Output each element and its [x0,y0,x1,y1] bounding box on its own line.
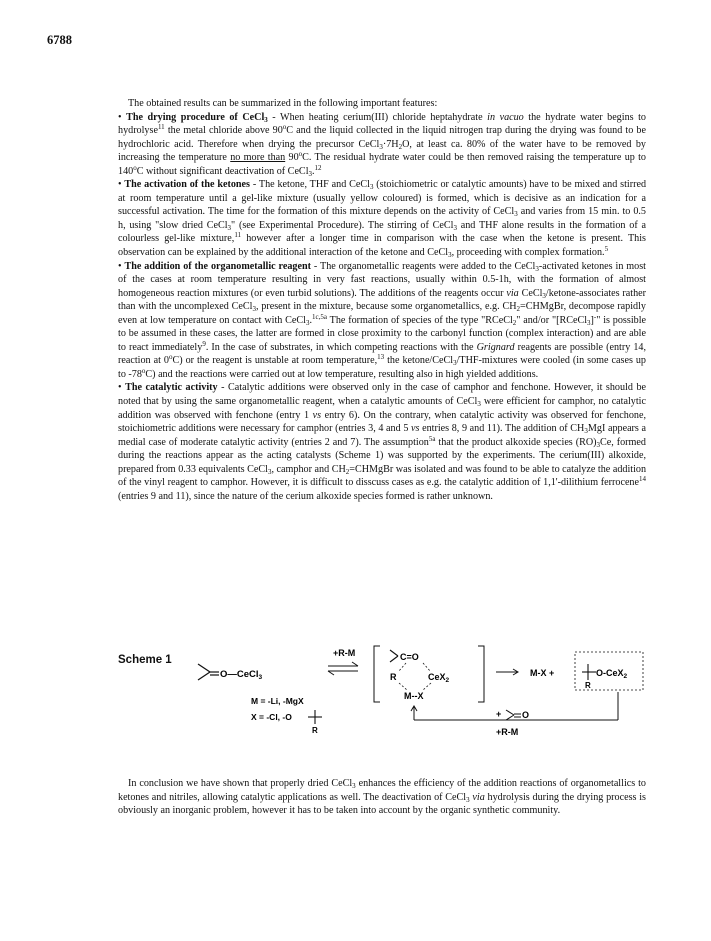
page-number: 6788 [47,33,72,47]
conclusion-paragraph: In conclusion we have shown that properly dried CeCl$_3$ enhances the efficiency of the addition reactions of organometallics to ketones and nitriles, allowing catalytic applications as well. The deactivation of CeCl$_3$ via hydrolysis during the drying process is obviously an inorganic problem, however it has to be taken into account by the organic synthetic community. [118,778,646,817]
paragraph-activation: • The activation of the ketones - The ketone, THF and CeCl$_3$ (stoichiometric or catalytic amounts) have to be mixed and stirred at room temperature until a gel-like mixture (usually yellow coloured) is formed, which is decisive as an indication for a successful activation. The time for the formation of this mixture depends on the activity of CeCl$_3$ and varies from 15 min. to 0.5 h, using "slow dried CeCl$_3$" (see Experimental Procedure). The stirring of CeCl$_3$ and THF alone results in the formation of a colourless gel-like mixture,$^{11}$ however after a longer time in comparison with the case when the ketone is present. This observation can be explained by the additional interaction of the ketone and CeCl$_3$, proceeding with complex formation.$^5$ [118,179,647,260]
paragraph-drying: • The drying procedure of CeCl$_3$ - When heating cerium(III) chloride heptahydrate in vacuo the hydrate water begins to hydrolyse$^{11}$ the metal chloride above 90$^o$C and the liquid collected in the liquid nitrogen trap during the drying was found to be hydrochloric acid. Therefore when drying the precursor $CeCl_3\cdot 7H_2O$, at least ca. 80% of the water have to be removed by increasing the temperature no more than 90$^o$C. The residual hydrate water could be then removed raising the temperature up to 140$^o$C without significant deactivation of CeCl$_3$.$^{12}$ [118,111,646,178]
complex-cex: CeX$_2$ [428,672,450,684]
intro-paragraph: The obtained results can be summarized in the following important features: [128,98,438,109]
paragraph-addition: • The addition of the organometallic reagent - The organometallic reagents were added to the CeCl$_3$-activated ketones in most of the cases at room temperature resulting in very fast reactions, usually within 0.5-1h, with the formation of almost homogeneous reaction mixtures (or even turbid solutions). The additions of the reagents occur via CeCl$_3$/ketone-associates rather than with the uncomplexed CeCl$_3$, present in the mixture, because some organometallics, e.g. $CH_2=CHMgBr$, decompose rapidly even at low temperature on contact with CeCl$_3$.$^{1c,5a}$ The formation of species of the type "RCeCl$_2$" and/or "[RCeCl$_3$]-" is possible to be assumed in these cases, the latter are formed in close proximity to the carbonyl function (complex interaction) and are able to react immediately$^9$. In the case of substrates, in which competing reactions with the Grignard reagents are possible (entry 14, reaction at 0$^o$C) or the reagent is unstable at room temperature,$^{13}$ the ketone/CeCl$_3$/THF-mixtures were cooled (in some cases up to -78$^o$C) and the reactions were carried out at low temperature, resulting also in high yielded additions. [118,260,647,380]
left-species-text: O—CeCl$_3$ [220,669,263,681]
reagent-top: +R-M [333,648,356,658]
complex-co: C=O [400,652,419,662]
scheme-label: Scheme 1 [118,654,172,666]
recycle-rm: +R-M [496,727,519,737]
recycle-o: O [522,710,530,720]
scheme-1 [118,642,646,772]
paragraph-catalytic: • The catalytic activity - Catalytic additions were observed only in the case of camphor and fenchone. However, it should be noted that by using the same organometallic reagent, when a catalytic amounts of CeCl$_3$ were efficient for camphor, no catalytic addition was observed with fenchone (entry 1 vs entry 6). On the contrary, when catalytic activity was observed for fenchone, stoichiometric additions were necessary for camphor (entries 3, 4 and 5 vs entries 8, 9 and 11). The addition of $CH_3MgI$ appears a medial case of moderate catalytic activity (entries 2 and 7). The assumption$^{5a}$ that the product alkoxide species $(RO)_3Ce$, formed during the reactions appear as the acting catalysts (Scheme 1) was supported by the experiments. The cerium(III) alkoxide, prepared from 0.33 equivalents CeCl$_3$, camphor and $CH_2=CHMgBr$ was isolated and was found to be able to catalyze the addition of the vinyl reagent to camphor. However, it is difficult to disscuss cases as e.g. the catalytic addition of 1,1'-dilithium ferrocene$^{14}$ (entries 9 and 11), since the nature of the cerium alkoxide species formed is rather unknown. [118,382,647,502]
m-definition: M = -Li, -MgX [251,696,304,706]
x-definition-r: R [312,726,318,735]
left-species [198,664,263,681]
forward-arrow [496,669,518,675]
complex-mx: M--X [404,691,424,701]
product-ocex: O-CeX$_2$ [596,668,628,680]
equilibrium-arrow [328,662,358,675]
product-alkoxide [575,652,643,690]
x-definition: X = -Cl, -O [251,712,292,722]
recycle-plus: + [496,709,502,719]
complex-r: R [390,672,397,682]
complex-bracket [374,646,484,702]
product-mx: M-X + [530,668,555,678]
scheme-diagram [118,642,646,772]
product-r: R [585,681,591,690]
body-text [118,97,646,503]
recycle-loop [411,692,618,737]
